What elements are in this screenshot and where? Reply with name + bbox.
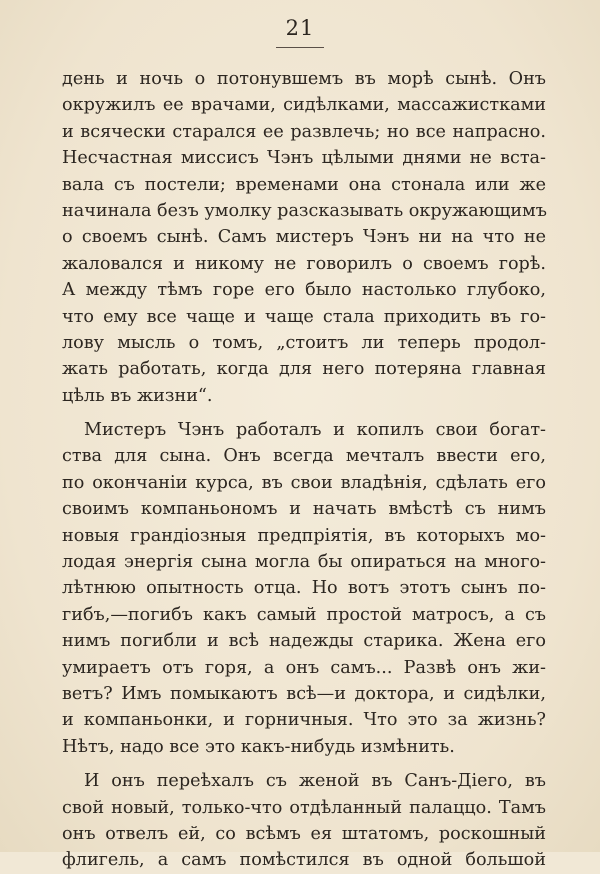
text-line: умираетъ отъ горя, а онъ самъ... Развѣ онъ жи-	[62, 657, 546, 678]
text-line: и всячески старался ее развлечь; но все напрасно.	[62, 121, 546, 142]
text-line: гибъ,—погибъ какъ самый простой матросъ, а съ	[62, 604, 546, 625]
text-line: Несчастная миссисъ Чэнъ цѣлыми днями не вста-	[62, 148, 546, 169]
text-line: флигель, а самъ помѣстился въ одной большой	[62, 850, 546, 871]
text-line: своимъ компаньономъ и начать вмѣстѣ съ нимъ	[62, 499, 546, 520]
paragraph-3	[62, 768, 546, 874]
header-rule	[276, 47, 324, 48]
text-line: и компаньонки, и горничныя. Что это за жизнь?	[62, 710, 546, 731]
text-line: новыя грандіозныя предпріятія, въ которыхъ мо-	[62, 525, 546, 546]
paragraph-2	[62, 417, 546, 760]
text-line: И онъ переѣхалъ съ женой въ Санъ-Діего, въ	[84, 771, 546, 792]
text-line: что ему все чаще и чаще стала приходить въ го-	[62, 306, 546, 327]
text-line: Мистеръ Чэнъ работалъ и копилъ свои богат-	[84, 420, 546, 441]
text-line: по окончаніи курса, въ свои владѣнія, сдѣлать его	[62, 472, 546, 493]
text-line: день и ночь о потонувшемъ въ морѣ сынѣ. Онъ	[62, 69, 546, 89]
text-line: окружилъ ее врачами, сидѣлками, массажистками	[62, 95, 546, 116]
page-number: 21	[285, 16, 315, 40]
body-text	[62, 66, 546, 874]
text-line: лѣтнюю опытность отца. Но вотъ этотъ сынъ по-	[62, 578, 546, 599]
text-line: начинала безъ умолку разсказывать окружающимъ	[62, 200, 547, 221]
text-line: лову мысль о томъ, „стоитъ ли теперь продол-	[62, 332, 546, 353]
text-line: Нѣтъ, надо все это какъ-нибудь измѣнить.	[62, 736, 455, 757]
paragraph-1	[62, 66, 546, 409]
text-line: А между тѣмъ горе его было настолько глубоко,	[62, 280, 546, 301]
text-line: жать работать, когда для него потеряна главная	[62, 359, 546, 380]
text-line: ства для сына. Онъ всегда мечталъ ввести его,	[62, 446, 546, 467]
text-line: вала съ постели; временами она стонала или же	[62, 174, 546, 195]
text-line: цѣль въ жизни“.	[62, 385, 213, 406]
text-line: лодая энергія сына могла бы опираться на много-	[62, 552, 546, 573]
text-line: ветъ? Имъ помыкаютъ всѣ—и доктора, и сидѣлки,	[62, 683, 546, 704]
text-line: жаловался и никому не говорилъ о своемъ горѣ.	[62, 253, 546, 274]
text-line: нимъ погибли и всѣ надежды старика. Жена его	[62, 631, 546, 652]
text-line: свой новый, только-что отдѣланный палаццо. Тамъ	[62, 797, 546, 818]
text-line: онъ отвелъ ей, со всѣмъ ея штатомъ, роскошный	[62, 823, 546, 844]
text-line: о своемъ сынѣ. Самъ мистеръ Чэнъ ни на что не	[62, 227, 546, 248]
